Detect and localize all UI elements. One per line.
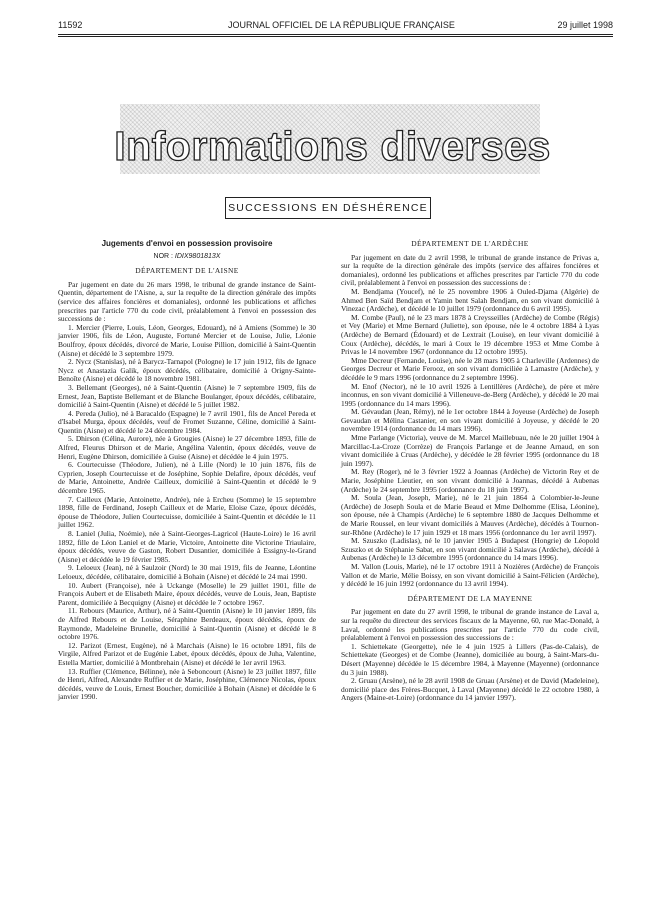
succession-entry: 5. Dhirson (Célina, Aurore), née à Grougies (Aisne) le 27 décembre 1893, fille de Alfred, Fleurus Dhirson et de Marie, Angélina Valentin, époux décédés, veuve de Henri, Eugène Dhirson, domiciliée à Guise (Aisne) et décédée le 4 juin 1975. — [58, 434, 316, 461]
succession-entry: M. Rey (Roger), né le 3 février 1922 à Joannas (Ardèche) de Victorin Rey et de Marie, Joséphine Lieutier, en son vivant domicilié à Joannas, décédé à Aubenas (Ardèche) le 24 septembre 1995 (ordonnance du 18 juin 1997). — [341, 467, 599, 494]
succession-entry: 11. Rebours (Maurice, Arthur), né à Saint-Quentin (Aisne) le 10 janvier 1899, fils de Alfred Rebours et de Louise, Séraphine Berdeaux, époux décédés, époux de Raymonde, Madeleine Brunelle, domicilié à Saint-Quentin (Aisne) et décédé le 8 octobre 1976. — [58, 606, 316, 642]
dept-heading-ardeche: DÉPARTEMENT DE L'ARDÈCHE — [411, 239, 529, 248]
succession-entry: 2. Nycz (Stanislas), né à Barycz-Tarnapol (Pologne) le 17 juin 1912, fils de Ignace Nycz et Anastazia Galik, époux décédés, célibataire, domicilié à Origny-Sainte-Benoîte (Aisne) et décédé le 18 novembre 1981. — [58, 357, 316, 384]
header-rule-double — [58, 36, 613, 37]
nor-code: IDIX9801813X — [174, 252, 221, 260]
nor-label: NOR : — [153, 252, 173, 260]
succession-entry: Mme Parlange (Victoria), veuve de M. Marcel Maillebuau, née le 20 juillet 1904 à Marcillac-La-Croze (Corrèze) de François Parlange et de Jeanne Arnaud, en son vivant domiciliée à Cruas (Ardèche), y décédée le 28 février 1995 (ordonnance du 18 juin 1997). — [341, 433, 599, 468]
section-title: SUCCESSIONS EN DÉSHÉRENCE — [225, 197, 431, 219]
succession-entry: 1. Mercier (Pierre, Louis, Léon, Georges, Edouard), né à Amiens (Somme) le 30 janvier 1906, fils de Léon, Auguste, Fortuné Mercier et de Louise, Julie, Léonie Boulfroy, époux décédés, divorcé de Marie, Louise Pillion, domicilié à Saint-Quentin (Aisne) et décédé le 3 septembre 1979. — [58, 322, 316, 358]
page-header — [58, 20, 613, 34]
left-intro: Par jugement en date du 26 mars 1998, le tribunal de grande instance de Saint-Quentin, département de l'Aisne, a, sur la requête de la direction générale des impôts (service des affaires foncières et domaniales), ordonné les publications et affiches prescrites par l'article 770 du code civil, préalablement à l'envoi en possession des successions de : — [58, 279, 316, 324]
succession-entry: 13. Ruffier (Clémence, Bélinne), née à Seboncourt (Aisne) le 23 juillet 1897, fille de Henri, Alfred, Alexandre Ruffier et de Marie, Joséphine, Clémence Nicolas, époux décédés, veuve de Louis, Ernest Boucher, domiciliée à Bohain (Aisne) et décédée le 6 janvier 1990. — [58, 666, 316, 702]
succession-entry: 4. Pereda (Julio), né à Baracaldo (Espagne) le 7 avril 1901, fils de Ancel Pereda et d'Isabel Murga, époux décédés, veuf de Fromet Suzanne, Céline, domicilié à Saint-Quentin (Aisne) et décédé le 24 décembre 1984. — [58, 408, 316, 435]
succession-entry: M. Combe (Paul), né le 23 mars 1878 à Creysseilles (Ardèche) de Combe (Régis) et Vey (Marie) et Mme Bernard (Juliette), son épouse, née le 4 octobre 1884 à Lyas (Ardèche) de Bernard (Édouard) et de Lextrait (Louise), en leur vivant domicilié à Coux (Ardèche), décédés, le mari à Coux le 19 décembre 1953 et Mme Combe à Privas le 14 novembre 1967 (ordonnance du 12 octobre 1995). — [341, 312, 599, 357]
succession-entry: 3. Bellemant (Georges), né à Saint-Quentin (Aisne) le 7 septembre 1909, fils de Ernest, Jean, Baptiste Bellemant et de Blanche Boulanger, époux décédés, célibataire, domicilié à Saint-Quentin (Aisne) et décédé le 5 juillet 1982. — [58, 382, 316, 410]
succession-entry: 6. Courtecuisse (Théodore, Julien), né à Lille (Nord) le 10 juin 1876, fils de Cyprien, Joseph Courtecuisse et de Joséphine, Sophie Delafire, époux décédés, veuf de Marie, Antoinette, Andrée Cailleux, domicilié à Saint-Quentin et décédé le 9 décembre 1965. — [58, 460, 316, 496]
left-heading: Jugements d'envoi en possession provisoire — [101, 239, 273, 248]
succession-entry: 10. Aubert (Françoise), née à Uckange (Moselle) le 29 juillet 1901, fille de François Aubert et de Elisabeth Maire, époux décédés, veuve de Louis, Jean, Baptiste Parent, domiciliée à Becquigny (Aisne) et décédée le 7 octobre 1967. — [58, 580, 316, 607]
journal-title: JOURNAL OFFICIEL DE LA RÉPUBLIQUE FRANÇAISE — [228, 20, 455, 30]
succession-entry: M. Soula (Jean, Joseph, Marie), né le 21 juin 1864 à Colombier-le-Jeune (Ardèche) de Joseph Soula et de Marie Beaud et Mme Delhomme (Elisa, Léonine), son épouse, née à Champis (Ardèche) le 6 septembre 1880 de Jacques Delhomme et de Marie Roussel, en leur vivant domiciliés à Mauves (Ardèche), décédés à Tournon-sur-Rhône (Ardèche) le 17 juin 1929 et 18 mars 1956 (ordonnance du 1er avril 1997). — [341, 493, 599, 537]
ardeche-intro: Par jugement en date du 2 avril 1998, le tribunal de grande instance de Privas a, sur la requête de la direction générale des impôts (service des affaires foncières et domaniales), ordonné les publications et affiches prescrites par l'article 770 du code civil, préalablement à l'envoi en possession des successions de : — [341, 252, 599, 288]
succession-entry: M. Vallon (Louis, Marie), né le 17 octobre 1911 à Nozières (Ardèche) de François Vallon et de Marie, Mélie Boissy, en son vivant domicilié à Saint-Félicien (Ardèche), y décédé le 16 juin 1992 (ordonnance du 13 avril 1994). — [341, 561, 599, 589]
succession-entry: 1. Schiettekate (Georgette), née le 4 juin 1925 à Lillers (Pas-de-Calais), de Schiettekate (Georges) et de Combe (Jeanne), domiciliée au bourg, à Saint-Mars-du-Désert (Mayenne) décédée le 15 décembre 1984, à Mayenne (Mayenne) (ordonnance du 3 juin 1988). — [341, 641, 599, 677]
page-number: 11592 — [58, 20, 83, 30]
succession-entry: M. Szuszko (Ladislas), né le 10 janvier 1905 à Budapest (Hongrie) de Léopold Szuszko et de Stéphanie Sabat, en son vivant domicilié à Salavas (Ardèche), décédé à Aubenas (Ardèche) le 13 décembre 1995 (ordonnance du 14 mars 1996). — [341, 536, 599, 563]
left-column — [58, 238, 316, 702]
succession-entry: 8. Laniel (Julia, Noémie), née à Saint-Georges-Lagricol (Haute-Loire) le 16 avril 1892, fille de Léon Laniel et de Marie, Victoire, Antoinette dite Victorine Triaulaire, époux décédés, veuve de Gaston, Robert Dusantier, domiciliée à Essigny-le-Grand (Aisne) et décédée le 19 février 1985. — [58, 529, 316, 564]
ardeche-entries — [341, 288, 599, 589]
succession-entry: 12. Parizot (Ernest, Eugène), né à Marchais (Aisne) le 16 octobre 1891, fils de Virgile, Alfred Parizot et de Eugénie Labet, époux décédés, époux de Juha, Valentine, Estella Martier, domicilié à Montbrehain (Aisne) et décédé le 1er avril 1963. — [58, 640, 316, 667]
succession-entry: 2. Gruau (Arsène), né le 28 avril 1908 de Gruau (Arsène) et de David (Madeleine), domicilié place des Frères-Bucquet, à Laval (Mayenne) décédé le 22 octobre 1980, à Angers (Maine-et-Loire) (ordonnance du 14 janvier 1997). — [341, 676, 599, 703]
left-entries — [58, 324, 316, 702]
succession-entry: 7. Cailleux (Marie, Antoinette, Andrée), née à Ercheu (Somme) le 15 septembre 1898, fille de Ferdinand, Joseph Cailleux et de Marie, Eloise Caze, époux décédés, épouse de Théodore, Julien Courtecuisse, domiciliée à Saint-Quentin et décédée le 11 juillet 1962. — [58, 494, 316, 530]
mayenne-intro: Par jugement en date du 27 avril 1998, le tribunal de grande instance de Laval a, sur la requête du directeur des services fiscaux de la Mayenne, 60, rue Mac-Donald, à Laval, ordonné les publications prescrites par l'article 770 du code civil, préalablement à l'envoi en possession des successions de : — [341, 607, 599, 643]
header-rule — [58, 34, 613, 35]
nor-reference — [58, 253, 316, 262]
mayenne-entries — [341, 643, 599, 703]
succession-entry: M. Bendjama (Youcef), né le 25 novembre 1906 à Ouled-Djama (Algérie) de Ahmed Ben Saïd Bendjam et Yamin bent Salah Bendjam, en son vivant domicilié à Vinezac (Ardèche), et décédé le 10 juillet 1979 (ordonnance du 6 avril 1995). — [341, 286, 599, 314]
dept-heading-aisne: DÉPARTEMENT DE L'AISNE — [135, 266, 239, 276]
succession-entry: M. Enof (Nector), né le 10 avril 1926 à Lentillères (Ardèche), de père et mère inconnus, en son vivant domicilié à Villeneuve-de-Berg (Ardèche), y décédé le 20 mai 1995 (ordonnance du 14 mars 1996). — [341, 381, 599, 408]
banner-title: Informations diverses — [114, 123, 551, 169]
succession-entry: Mme Decreur (Fernande, Louise), née le 28 mars 1905 à Charleville (Ardennes) de Georges Decreur et Marie Ferooz, en son vivant domiciliée à Lamastre (Ardèche), y décédée le 9 mars 1996 (ordonnance du 2 septembre 1996). — [341, 355, 599, 382]
right-column — [341, 238, 599, 703]
issue-date: 29 juillet 1998 — [557, 20, 613, 30]
succession-entry: M. Gévaudan (Jean, Rémy), né le 1er octobre 1844 à Joyeuse (Ardèche) de Joseph Gevaudan et Mélina Castanier, en son vivant domicilié à Joyeuse, y décédé le 20 novembre 1914 (ordonnance du 14 mars 1996). — [341, 407, 599, 434]
dept-heading-mayenne: DÉPARTEMENT DE LA MAYENNE — [407, 593, 533, 603]
succession-entry: 9. Leloeux (Jean), né à Saulzoir (Nord) le 30 mai 1919, fils de Jeanne, Léontine Leloeux, décédée, célibataire, domicilié à Bohain (Aisne) et décédé le 24 mai 1990. — [58, 563, 316, 581]
